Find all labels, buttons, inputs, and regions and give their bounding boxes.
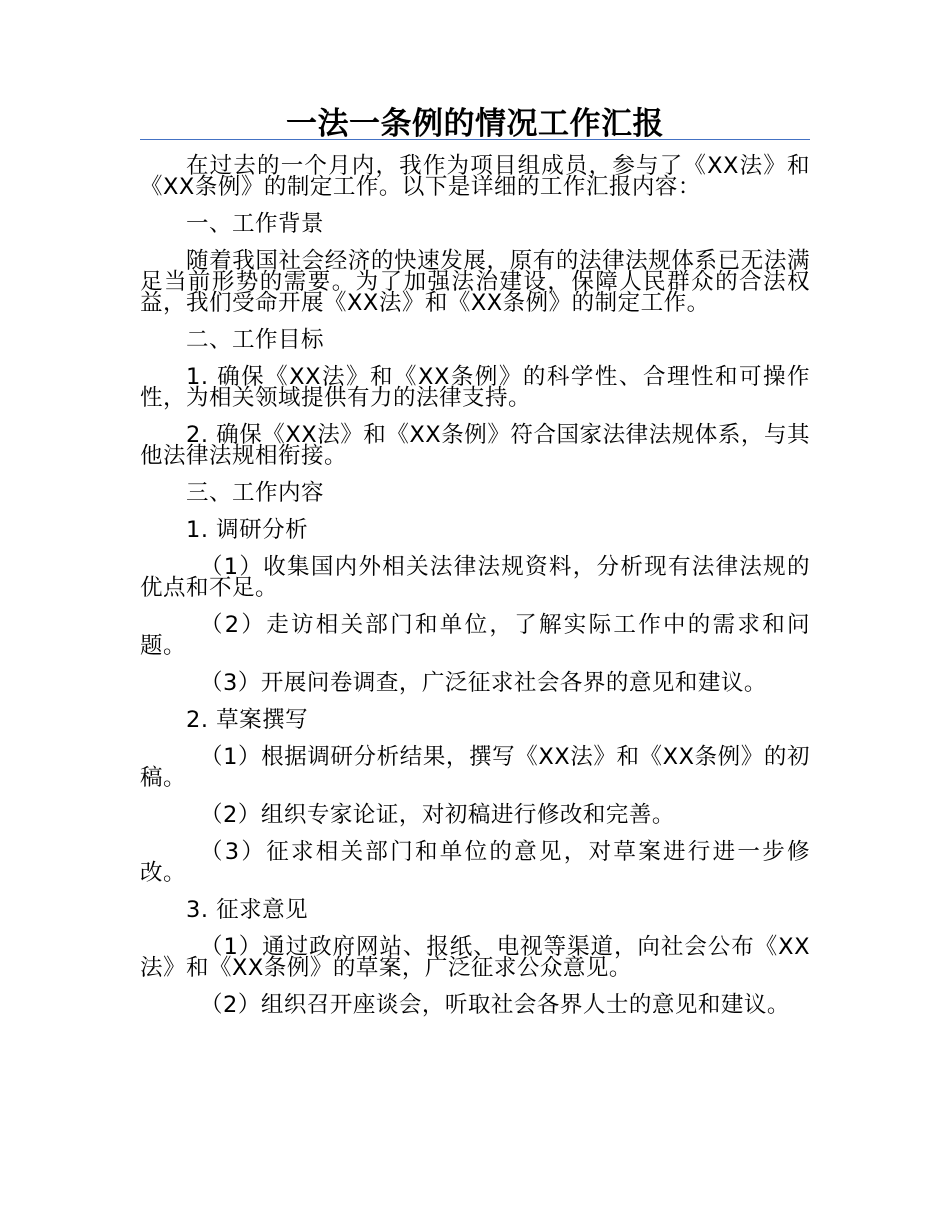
title-underline — [140, 139, 810, 140]
subheading-consultation: 3. 征求意见 — [186, 897, 309, 923]
consultation-item-2: （2）组织召开座谈会，听取社会各界人士的意见和建议。 — [200, 992, 790, 1018]
document-title: 一法一条例的情况工作汇报 — [286, 106, 664, 142]
subheading-research: 1. 调研分析 — [186, 517, 309, 543]
heading-content: 三、工作内容 — [186, 480, 325, 506]
drafting-item-3: （3）征求相关部门和单位的意见，对草案进行进一步修改。 — [140, 839, 810, 886]
paragraph-intro: 在过去的一个月内，我作为项目组成员，参与了《XX法》和《XX条例》的制定工作。以下是详细的工作汇报内容： — [140, 153, 810, 200]
drafting-item-2: （2）组织专家论证，对初稿进行修改和完善。 — [200, 802, 675, 828]
heading-goals: 二、工作目标 — [186, 327, 325, 353]
heading-background: 一、工作背景 — [186, 211, 325, 237]
drafting-item-1: （1）根据调研分析结果，撰写《XX法》和《XX条例》的初稿。 — [140, 744, 810, 791]
paragraph-background: 随着我国社会经济的快速发展，原有的法律法规体系已无法满足当前形势的需要。为了加强法治建设，保障人民群众的合法权益，我们受命开展《XX法》和《XX条例》的制定工作。 — [140, 248, 810, 316]
subheading-drafting: 2. 草案撰写 — [186, 707, 309, 733]
consultation-item-1: （1）通过政府网站、报纸、电视等渠道，向社会公布《XX法》和《XX条例》的草案，广泛征求公众意见。 — [140, 934, 810, 981]
document-body — [140, 153, 810, 1018]
goal-item-2: 2. 确保《XX法》和《XX条例》符合国家法律法规体系，与其他法律法规相衔接。 — [140, 422, 810, 469]
research-item-2: （2）走访相关部门和单位，了解实际工作中的需求和问题。 — [140, 612, 810, 659]
goal-item-1: 1. 确保《XX法》和《XX条例》的科学性、合理性和可操作性，为相关领域提供有力的法律支持。 — [140, 364, 810, 411]
research-item-1: （1）收集国内外相关法律法规资料，分析现有法律法规的优点和不足。 — [140, 554, 810, 601]
research-item-3: （3）开展问卷调查，广泛征求社会各界的意见和建议。 — [200, 670, 767, 696]
